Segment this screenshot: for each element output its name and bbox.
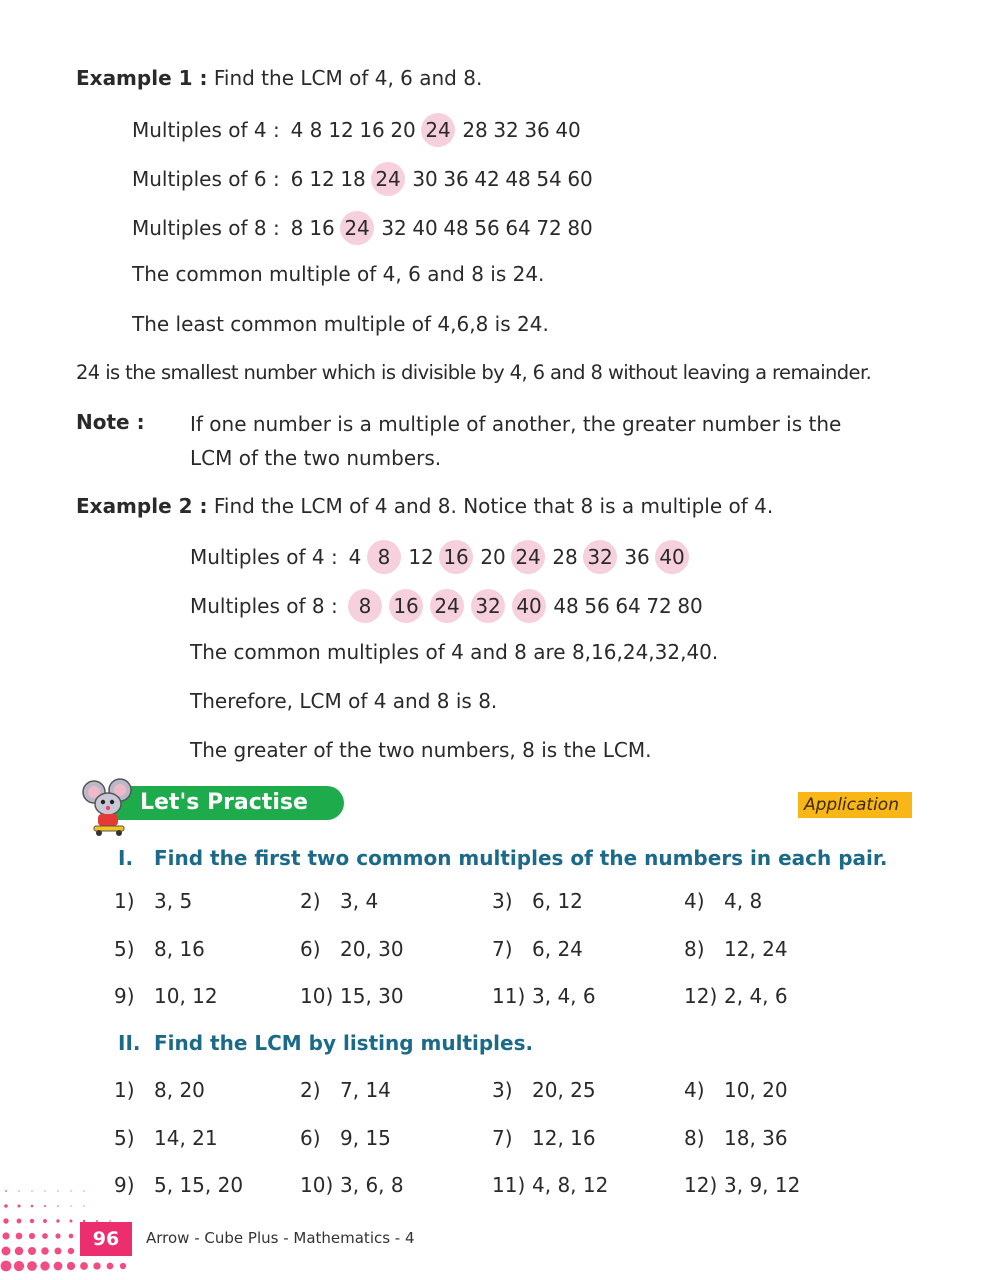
exercise-number: 9)	[114, 1173, 135, 1197]
exercise-item	[492, 889, 583, 913]
exercise-values: 20, 25	[532, 1078, 596, 1102]
multiple-value: 48	[505, 167, 531, 191]
exercise-item	[684, 889, 762, 913]
multiple-value: 20	[390, 118, 416, 142]
common-multiple: 16	[439, 540, 473, 574]
multiple-value: 72	[646, 594, 672, 618]
exercise-item	[114, 937, 205, 961]
common-multiple: 40	[512, 589, 546, 623]
exercise-values: 2, 4, 6	[724, 984, 788, 1008]
exercise-number: 10)	[300, 1173, 334, 1197]
multiple-value: 28	[462, 118, 488, 142]
exercise-number: 8)	[684, 937, 705, 961]
multiple-value: 8	[309, 118, 323, 142]
multiples-list	[344, 540, 692, 574]
multiple-value: 64	[505, 216, 531, 240]
exercise-values: 5, 15, 20	[154, 1173, 244, 1197]
book-title: Arrow - Cube Plus - Mathematics - 4	[146, 1229, 415, 1247]
exercise-number: 7)	[492, 1126, 513, 1150]
exercise-item	[114, 1126, 218, 1150]
exercise-number: 6)	[300, 937, 321, 961]
common-multiple: 8	[348, 589, 382, 623]
example1-common: The common multiple of 4, 6 and 8 is 24.	[132, 262, 545, 286]
row-label: Multiples of 4 :	[132, 118, 280, 142]
section-1-number: I.	[118, 846, 134, 870]
multiple-value: 12	[309, 167, 335, 191]
multiple-value: 4	[290, 118, 304, 142]
common-multiple: 24	[340, 211, 374, 245]
exercise-values: 6, 12	[532, 889, 583, 913]
exercise-number: 12)	[684, 984, 718, 1008]
section-1-heading	[118, 846, 888, 870]
common-multiple: 32	[583, 540, 617, 574]
multiple-value: 36	[443, 167, 469, 191]
practise-banner	[80, 778, 910, 849]
multiple-value: 80	[677, 594, 703, 618]
section-2-number: II.	[118, 1031, 141, 1055]
row-label: Multiples of 8 :	[132, 216, 280, 240]
row-label: Multiples of 6 :	[132, 167, 280, 191]
exercise-number: 9)	[114, 984, 135, 1008]
multiple-value: 4	[348, 545, 362, 569]
exercise-number: 5)	[114, 937, 135, 961]
multiple-value: 42	[474, 167, 500, 191]
section-2-text: Find the LCM by listing multiples.	[154, 1031, 534, 1055]
multiple-value: 32	[381, 216, 407, 240]
example2-row-4	[190, 540, 692, 574]
exercise-number: 3)	[492, 889, 513, 913]
common-multiple: 32	[471, 589, 505, 623]
multiple-value: 56	[474, 216, 500, 240]
exercise-values: 3, 4	[340, 889, 379, 913]
exercise-number: 12)	[684, 1173, 718, 1197]
example2-label: Example 2 :	[76, 494, 208, 518]
exercise-number: 11)	[492, 984, 526, 1008]
exercise-values: 8, 20	[154, 1078, 205, 1102]
example2-greater: The greater of the two numbers, 8 is the LCM.	[190, 738, 652, 762]
common-multiple: 16	[389, 589, 423, 623]
example1-row-8	[132, 211, 594, 245]
exercise-values: 20, 30	[340, 937, 404, 961]
example2-row-8	[190, 589, 704, 623]
multiple-value: 12	[328, 118, 354, 142]
section-1-text: Find the first two common multiples of the numbers in each pair.	[154, 846, 888, 870]
exercise-item	[114, 1078, 205, 1102]
exercise-item	[300, 1078, 391, 1102]
exercise-number: 1)	[114, 889, 135, 913]
exercise-number: 5)	[114, 1126, 135, 1150]
exercise-values: 14, 21	[154, 1126, 218, 1150]
section-2-heading	[118, 1031, 533, 1055]
practise-title: Let's Practise 5.2	[114, 786, 344, 820]
multiple-value: 16	[359, 118, 385, 142]
exercise-number: 7)	[492, 937, 513, 961]
exercise-item	[300, 1126, 391, 1150]
exercise-item	[114, 984, 218, 1008]
exercise-item	[684, 984, 788, 1008]
common-multiple: 24	[511, 540, 545, 574]
exercise-number: 3)	[492, 1078, 513, 1102]
multiples-list	[286, 211, 594, 245]
exercise-values: 6, 24	[532, 937, 583, 961]
example2-question: Find the LCM of 4 and 8. Notice that 8 is a multiple of 4.	[213, 494, 774, 518]
page-number: 96	[80, 1222, 132, 1256]
multiple-value: 20	[480, 545, 506, 569]
example1-least: The least common multiple of 4,6,8 is 24.	[132, 312, 549, 336]
common-multiple: 24	[430, 589, 464, 623]
example2-heading	[76, 492, 773, 520]
example2-common: The common multiples of 4 and 8 are 8,16,24,32,40.	[190, 640, 719, 664]
note-text	[190, 407, 890, 475]
exercise-item	[492, 984, 596, 1008]
row-label: Multiples of 4 :	[190, 545, 338, 569]
exercise-item	[492, 1126, 596, 1150]
multiple-value: 72	[536, 216, 562, 240]
note-line-1: If one number is a multiple of another, the greater number is the	[190, 412, 842, 436]
multiple-value: 12	[408, 545, 434, 569]
multiple-value: 8	[290, 216, 304, 240]
multiple-value: 64	[615, 594, 641, 618]
exercise-values: 3, 5	[154, 889, 193, 913]
exercise-item	[300, 889, 378, 913]
exercise-values: 10, 12	[154, 984, 218, 1008]
exercise-values: 15, 30	[340, 984, 404, 1008]
common-multiple: 8	[367, 540, 401, 574]
multiple-value: 80	[567, 216, 593, 240]
exercise-values: 3, 9, 12	[724, 1173, 801, 1197]
multiples-list	[286, 162, 594, 196]
common-multiple: 40	[655, 540, 689, 574]
exercise-item	[300, 937, 404, 961]
exercise-item	[492, 937, 583, 961]
exercise-number: 8)	[684, 1126, 705, 1150]
exercise-number: 4)	[684, 889, 705, 913]
multiple-value: 28	[552, 545, 578, 569]
exercise-number: 2)	[300, 1078, 321, 1102]
exercise-values: 9, 15	[340, 1126, 391, 1150]
example1-row-6	[132, 162, 594, 196]
multiple-value: 6	[290, 167, 304, 191]
example2-therefore: Therefore, LCM of 4 and 8 is 8.	[190, 689, 498, 713]
exercise-values: 7, 14	[340, 1078, 391, 1102]
multiple-value: 40	[555, 118, 581, 142]
exercise-number: 10)	[300, 984, 334, 1008]
mouse-mascot-icon	[80, 778, 136, 838]
exercise-item	[684, 1126, 788, 1150]
exercise-values: 10, 20	[724, 1078, 788, 1102]
example1-label: Example 1 :	[76, 66, 208, 90]
row-label: Multiples of 8 :	[190, 594, 338, 618]
multiple-value: 36	[524, 118, 550, 142]
example1-question: Find the LCM of 4, 6 and 8.	[213, 66, 483, 90]
multiple-value: 60	[567, 167, 593, 191]
multiple-value: 54	[536, 167, 562, 191]
multiple-value: 48	[443, 216, 469, 240]
exercise-item	[300, 1173, 404, 1197]
exercise-number: 4)	[684, 1078, 705, 1102]
exercise-values: 3, 4, 6	[532, 984, 596, 1008]
exercise-item	[300, 984, 404, 1008]
exercise-item	[114, 889, 192, 913]
multiples-list	[286, 113, 582, 147]
multiple-value: 40	[412, 216, 438, 240]
note-line-2: LCM of the two numbers.	[190, 446, 442, 470]
exercise-number: 1)	[114, 1078, 135, 1102]
multiple-value: 56	[584, 594, 610, 618]
exercise-item	[684, 1173, 800, 1197]
multiple-value: 32	[493, 118, 519, 142]
example1-row-4	[132, 113, 582, 147]
exercise-values: 4, 8	[724, 889, 763, 913]
exercise-values: 8, 16	[154, 937, 205, 961]
multiple-value: 18	[340, 167, 366, 191]
smallest-number-statement: 24 is the smallest number which is divisible by 4, 6 and 8 without leaving a remainder.	[76, 361, 872, 384]
common-multiple: 24	[421, 113, 455, 147]
exercise-number: 11)	[492, 1173, 526, 1197]
exercise-values: 12, 16	[532, 1126, 596, 1150]
note-label: Note :	[76, 410, 145, 434]
exercise-item	[492, 1078, 596, 1102]
exercise-item	[684, 937, 788, 961]
multiple-value: 30	[412, 167, 438, 191]
multiple-value: 16	[309, 216, 335, 240]
application-tag: Application	[798, 792, 912, 818]
exercise-values: 12, 24	[724, 937, 788, 961]
multiple-value: 36	[624, 545, 650, 569]
example1-heading	[76, 64, 482, 92]
exercise-item	[684, 1078, 788, 1102]
multiple-value: 48	[553, 594, 579, 618]
exercise-number: 6)	[300, 1126, 321, 1150]
multiples-list	[344, 589, 704, 623]
common-multiple: 24	[371, 162, 405, 196]
exercise-values: 4, 8, 12	[532, 1173, 609, 1197]
exercise-values: 3, 6, 8	[340, 1173, 404, 1197]
exercise-number: 2)	[300, 889, 321, 913]
exercise-item	[492, 1173, 608, 1197]
exercise-values: 18, 36	[724, 1126, 788, 1150]
